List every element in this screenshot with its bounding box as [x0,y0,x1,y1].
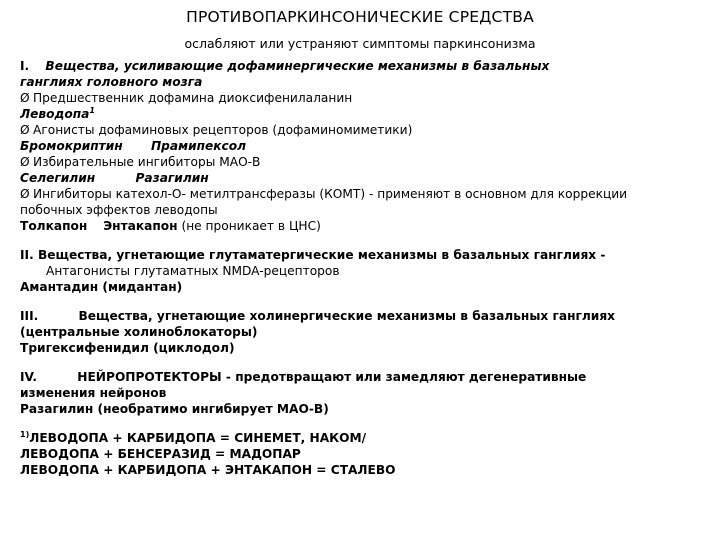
entacapone-note: (не проникает в ЦНС) [181,219,321,233]
section-4-title: НЕЙРОПРОТЕКТОРЫ [77,370,222,384]
section-3-title-line2: (центральные холиноблокаторы) [20,325,258,339]
drug-amantadine: Амантадин (мидантан) [20,280,183,294]
section-3-title-line1: Вещества, угнетающие холинергические механизмы в базальных ганглиях [78,309,616,323]
agonists-text: Агонисты дофаминовых рецепторов (дофаминомиметики) [33,123,413,137]
section-4-title-rest: - предотвращают или замедляют дегенеративные [225,370,587,384]
drug-selegiline: Селегилин [20,171,96,185]
section-4-title-line2: изменения нейронов [20,386,167,400]
comt-drugs [20,218,712,234]
levodopa-name: Леводопа [20,107,90,121]
maob-text: Избирательные ингибиторы МАО-В [33,155,261,169]
section-3-heading [20,308,712,324]
document-body [20,58,712,478]
drug-rasagiline-neuro: Разагилин (необратимо ингибирует МАО-В) [20,402,329,416]
maob-item [20,154,712,170]
combo-text-1: ЛЕВОДОПА + КАРБИДОПА = СИНЕМЕТ, НАКОМ/ [29,431,367,445]
section-1-heading [20,58,712,74]
section-4-number: IV. [20,370,38,384]
drug-bromocriptine: Бромокриптин [20,139,123,153]
section-4-heading [20,369,712,385]
drug-entacapone: Энтакапон [103,219,178,233]
page-subtitle: ослабляют или устраняют симптомы паркинсонизма [184,36,536,51]
section-1-title-line2: ганглиях головного мозга [20,75,203,89]
section-2-number: II. [20,248,34,262]
levodopa-drug [20,106,712,122]
arrow-bullet-icon: Ø [20,91,30,105]
section-2-subtitle: Антагонисты глутаматных NMDA-рецепторов [46,264,340,278]
drug-tolcapone: Толкапон [20,219,88,233]
arrow-bullet-icon: Ø [20,155,30,169]
maob-drugs [20,170,712,186]
drug-pramipexole: Прамипексол [150,139,247,153]
section-3-number: III. [20,309,39,323]
comt-item [20,186,712,202]
section-2-title: Вещества, угнетающие глутаматергические механизмы в базальных ганглиях - [37,248,606,262]
levodopa-footnote-mark: 1 [89,106,95,115]
drug-rasagiline: Разагилин [135,171,209,185]
footnote-marker: 1) [20,430,30,439]
agonists-item [20,122,712,138]
page-title: ПРОТИВОПАРКИНСОНИЧЕСКИЕ СРЕДСТВА [186,8,534,26]
section-1-title-line1: Вещества, усиливающие дофаминергические механизмы в базальных [45,59,550,73]
combo-line-2: ЛЕВОДОПА + БЕНСЕРАЗИД = МАДОПАР [20,447,301,461]
precursor-text: Предшественник дофамина диоксифенилаланин [33,91,353,105]
section-1-number: I. [20,59,30,73]
arrow-bullet-icon: Ø [20,187,30,201]
section-2-heading [20,247,712,263]
comt-text-line1: Ингибиторы катехол-О- метилтрансферазы (КОМТ) - применяют в основном для коррекции [33,187,628,201]
precursor-item [20,90,712,106]
combo-line-3: ЛЕВОДОПА + КАРБИДОПА + ЭНТАКАПОН = СТАЛЕВО [20,463,396,477]
combo-line-1 [20,430,712,446]
agonist-drugs [20,138,712,154]
arrow-bullet-icon: Ø [20,123,30,137]
drug-trihexyphenidyl: Тригексифенидил (циклодол) [20,341,235,355]
comt-text-line2: побочных эффектов леводопы [20,203,218,217]
